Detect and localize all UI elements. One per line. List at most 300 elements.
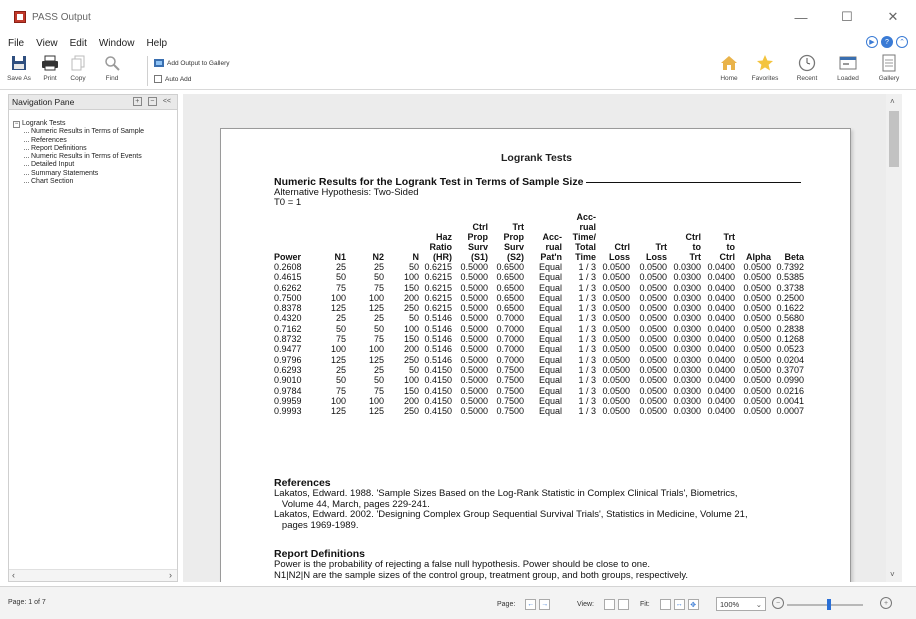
- table-cell: 0.0500: [639, 323, 667, 334]
- references-section: [274, 477, 748, 531]
- table-cell: 0.4615: [274, 272, 302, 283]
- table-cell: 0.0400: [707, 323, 735, 334]
- collapse-all-icon[interactable]: −: [148, 97, 157, 106]
- table-cell: 0.0300: [673, 344, 701, 355]
- table-cell: Equal: [538, 262, 562, 272]
- gallery-button[interactable]: Gallery: [872, 54, 906, 82]
- table-cell: 0.0400: [707, 262, 735, 272]
- table-cell: 100: [330, 395, 346, 406]
- add-output-to-gallery-button[interactable]: Add Output to Gallery: [154, 59, 230, 67]
- table-cell: 0.1268: [776, 334, 804, 345]
- table-cell: 0.0500: [602, 303, 630, 314]
- table-cell: 75: [335, 385, 346, 396]
- table-cell: 0.0500: [639, 344, 667, 355]
- table-cell: 100: [368, 344, 384, 355]
- t0-value: T0 = 1: [274, 197, 302, 208]
- menu-help[interactable]: Help: [146, 37, 168, 49]
- table-cell: Equal: [538, 406, 562, 417]
- table-cell: 200: [403, 344, 419, 355]
- table-header-cell: (HR): [433, 252, 452, 262]
- table-header-cell: Ctrl: [472, 222, 488, 232]
- zoom-select[interactable]: [716, 597, 766, 611]
- table-header-cell: Ctrl: [719, 252, 735, 262]
- find-button[interactable]: Find: [95, 54, 129, 82]
- table-header-cell: (S1): [470, 252, 488, 262]
- scrollbar-thumb[interactable]: [889, 111, 899, 167]
- table-header-cell: Surv: [503, 242, 524, 252]
- table-header-cell: [630, 232, 667, 242]
- table-cell: 0.5385: [776, 272, 804, 283]
- table-cell: 25: [335, 364, 346, 375]
- table-header-cell: Trt: [723, 232, 735, 242]
- table-cell: 0.0007: [776, 406, 804, 417]
- table-row: [274, 396, 804, 406]
- table-cell: 0.0500: [602, 334, 630, 345]
- table-cell: 0.0500: [743, 354, 771, 365]
- copy-icon: [69, 54, 87, 72]
- tree-item-numeric-results-events[interactable]: Numeric Results in Terms of Events: [13, 153, 144, 161]
- table-cell: 0.0300: [673, 364, 701, 375]
- table-header-cell: [274, 222, 314, 232]
- table-cell: Equal: [538, 364, 562, 375]
- window-title: PASS Output: [32, 11, 91, 23]
- fit-controls: Fit: ↔ ✥: [640, 599, 702, 610]
- table-cell: 0.0500: [602, 323, 630, 334]
- table-header-cell: [314, 242, 346, 252]
- table-row: [274, 386, 804, 396]
- table-cell: 0.7500: [496, 375, 524, 386]
- play-icon[interactable]: ▶: [866, 36, 878, 48]
- single-page-view-icon[interactable]: [604, 599, 615, 610]
- table-cell: 0.5146: [424, 334, 452, 345]
- table-header-cell: Alpha: [745, 252, 771, 262]
- table-cell: 25: [373, 364, 384, 375]
- table-cell: 0.5000: [460, 292, 488, 303]
- table-cell: 0.0500: [743, 344, 771, 355]
- table-cell: 0.0400: [707, 272, 735, 283]
- table-cell: 0.0216: [776, 385, 804, 396]
- table-cell: 0.0300: [673, 354, 701, 365]
- zoom-out-button[interactable]: [772, 597, 784, 609]
- table-cell: 50: [408, 313, 419, 324]
- table-header-cell: [488, 212, 524, 222]
- table-cell: Equal: [538, 344, 562, 355]
- fit-page-icon[interactable]: [660, 599, 671, 610]
- table-header-cell: [735, 242, 771, 252]
- table-cell: 0.0500: [602, 385, 630, 396]
- table-cell: 0.3738: [776, 282, 804, 293]
- menu-file[interactable]: File: [8, 37, 25, 49]
- close-button[interactable]: ✕: [887, 9, 899, 24]
- table-header-cell: [274, 242, 314, 252]
- table-cell: 0.0500: [743, 262, 771, 272]
- table-cell: 0.0204: [776, 354, 804, 365]
- table-cell: 0.8378: [274, 303, 302, 314]
- view-controls: View:: [577, 599, 632, 610]
- tree-item-numeric-results-sample[interactable]: Numeric Results in Terms of Sample: [13, 128, 144, 136]
- results-table: [274, 212, 804, 416]
- zoom-value: 100%: [720, 599, 740, 609]
- table-cell: 0.7162: [274, 323, 302, 334]
- table-cell: 100: [330, 292, 346, 303]
- table-header-cell: [735, 212, 771, 222]
- table-cell: 0.0500: [639, 272, 667, 283]
- table-cell: 0.6500: [496, 262, 524, 272]
- section-rule: [586, 182, 801, 183]
- table-cell: 150: [403, 334, 419, 345]
- scroll-left-icon[interactable]: ‹: [12, 570, 15, 580]
- auto-add-checkbox[interactable]: Auto Add: [154, 75, 191, 83]
- table-cell: 1 / 3: [578, 364, 596, 375]
- table-header-cell: [667, 212, 701, 222]
- table-cell: 0.6500: [496, 282, 524, 293]
- table-header-cell: [667, 222, 701, 232]
- table-header-cell: [735, 232, 771, 242]
- table-cell: 1 / 3: [578, 303, 596, 314]
- search-icon: [103, 54, 121, 72]
- table-cell: 0.0400: [707, 313, 735, 324]
- table-header-cell: [630, 222, 667, 232]
- table-header-cell: [384, 242, 419, 252]
- tree-root[interactable]: − Logrank Tests: [14, 120, 66, 127]
- auto-add-check-box[interactable]: [154, 75, 162, 83]
- table-header-cell: [314, 232, 346, 242]
- table-cell: 0.5146: [424, 354, 452, 365]
- report-page: [220, 128, 851, 582]
- table-cell: 1 / 3: [578, 313, 596, 324]
- table-cell: 75: [373, 282, 384, 293]
- table-cell: 0.0300: [673, 313, 701, 324]
- table-cell: Equal: [538, 323, 562, 334]
- app-icon: [14, 11, 26, 23]
- table-cell: 0.2608: [274, 262, 302, 272]
- table-cell: 100: [368, 292, 384, 303]
- scroll-right-icon[interactable]: ›: [169, 570, 172, 580]
- table-header-cell: [701, 222, 735, 232]
- table-cell: 0.0990: [776, 375, 804, 386]
- table-cell: 25: [335, 262, 346, 272]
- table-cell: Equal: [538, 334, 562, 345]
- table-cell: 0.7392: [776, 262, 804, 272]
- table-header-cell: [274, 232, 314, 242]
- navigation-pane: [8, 94, 178, 582]
- table-cell: 0.4150: [424, 385, 452, 396]
- table-cell: 0.9796: [274, 354, 302, 365]
- home-icon: [720, 54, 738, 72]
- table-cell: 0.0500: [602, 262, 630, 272]
- table-row: [274, 344, 804, 354]
- table-cell: 0.0400: [707, 334, 735, 345]
- table-cell: 50: [335, 272, 346, 283]
- report-definitions-section: [274, 548, 688, 581]
- table-cell: 0.0500: [602, 364, 630, 375]
- table-cell: 100: [330, 344, 346, 355]
- table-row: [274, 293, 804, 303]
- table-cell: 50: [373, 375, 384, 386]
- table-header-cell: [771, 222, 804, 232]
- table-cell: 50: [408, 364, 419, 375]
- table-cell: 0.0500: [639, 313, 667, 324]
- scroll-up-icon[interactable]: ˄: [890, 97, 895, 106]
- zoom-in-icon: +: [880, 597, 892, 609]
- table-cell: Equal: [538, 282, 562, 293]
- table-cell: 0.0400: [707, 385, 735, 396]
- table-cell: 0.0400: [707, 395, 735, 406]
- next-page-icon[interactable]: →: [541, 601, 549, 608]
- table-cell: 0.5000: [460, 354, 488, 365]
- table-cell: Equal: [538, 354, 562, 365]
- definition-line: Power is the probability of rejecting a false null hypothesis. Power should be close to one.: [274, 559, 650, 570]
- table-header-cell: Pat'n: [540, 252, 562, 262]
- table-cell: 0.0500: [639, 262, 667, 272]
- table-cell: 0.5000: [460, 344, 488, 355]
- menu-view[interactable]: View: [36, 37, 58, 49]
- table-cell: 0.0500: [743, 406, 771, 417]
- table-header-cell: [314, 222, 346, 232]
- table-cell: 125: [330, 303, 346, 314]
- table-cell: 125: [330, 354, 346, 365]
- table-header-cell: [274, 212, 314, 222]
- loaded-icon: [839, 54, 857, 72]
- table-cell: 0.4150: [424, 406, 452, 417]
- document-vertical-scrollbar[interactable]: [886, 94, 902, 582]
- menu-bar: [0, 34, 916, 52]
- table-cell: 0.0500: [743, 313, 771, 324]
- table-cell: 1 / 3: [578, 334, 596, 345]
- table-cell: 0.8732: [274, 334, 302, 345]
- table-cell: 50: [335, 323, 346, 334]
- alt-hypothesis: Alternative Hypothesis: Two-Sided: [274, 187, 419, 198]
- table-cell: 1 / 3: [578, 292, 596, 303]
- table-cell: 0.0300: [673, 375, 701, 386]
- table-header-cell: [630, 212, 667, 222]
- table-header-cell: Trt: [512, 222, 524, 232]
- table-cell: 0.2500: [776, 292, 804, 303]
- table-header-cell: [384, 222, 419, 232]
- table-cell: 250: [403, 354, 419, 365]
- tree-item-references[interactable]: References: [13, 137, 144, 145]
- minimize-button[interactable]: —: [794, 9, 808, 25]
- zoom-slider-knob[interactable]: [827, 599, 831, 610]
- menu-edit[interactable]: Edit: [69, 37, 87, 49]
- fit-all-icon[interactable]: ✥: [688, 599, 699, 610]
- table-cell: 0.0500: [743, 323, 771, 334]
- table-cell: 0.0400: [707, 364, 735, 375]
- status-bar: [0, 586, 916, 619]
- table-header-row: [274, 242, 804, 252]
- table-cell: 0.0500: [743, 292, 771, 303]
- collapse-pane-button[interactable]: <<: [162, 98, 171, 105]
- two-page-view-icon[interactable]: [618, 599, 629, 610]
- table-header-cell: [735, 222, 771, 232]
- table-cell: 0.7000: [496, 334, 524, 345]
- table-cell: 0.0500: [602, 313, 630, 324]
- table-cell: 0.0500: [639, 385, 667, 396]
- table-cell: 0.3707: [776, 364, 804, 375]
- definition-line: N1|N2|N are the sample sizes of the control group, treatment group, and both groups, respectively.: [274, 569, 689, 581]
- table-cell: 0.5146: [424, 323, 452, 334]
- table-cell: 0.0500: [602, 292, 630, 303]
- table-cell: 0.0500: [743, 272, 771, 283]
- page-indicator: Page: 1 of 7: [8, 599, 46, 606]
- table-header-cell: Trt: [655, 242, 667, 252]
- table-cell: 0.0400: [707, 292, 735, 303]
- expand-all-icon[interactable]: +: [133, 97, 142, 106]
- table-cell: 250: [403, 406, 419, 417]
- table-cell: 0.0400: [707, 303, 735, 314]
- reference-line: pages 1969-1989.: [274, 519, 359, 531]
- table-cell: 0.5146: [424, 344, 452, 355]
- tree-item-report-definitions[interactable]: Report Definitions: [13, 145, 144, 153]
- table-cell: Equal: [538, 313, 562, 324]
- table-cell: 125: [368, 303, 384, 314]
- table-row: [274, 324, 804, 334]
- table-cell: 250: [403, 303, 419, 314]
- table-cell: 0.0300: [673, 406, 701, 417]
- report-definitions-title: Report Definitions: [274, 548, 365, 560]
- table-header-cell: Power: [274, 252, 302, 262]
- copy-button[interactable]: Copy: [61, 54, 95, 82]
- report-title: Logrank Tests: [501, 152, 572, 164]
- table-cell: 0.0500: [639, 334, 667, 345]
- table-header-cell: Time/: [572, 232, 596, 242]
- save-as-button[interactable]: Save As: [2, 54, 36, 82]
- nav-horizontal-scrollbar[interactable]: [9, 569, 177, 581]
- table-cell: 0.9477: [274, 344, 302, 355]
- table-cell: 0.5000: [460, 282, 488, 293]
- table-cell: 25: [373, 313, 384, 324]
- table-cell: 150: [403, 385, 419, 396]
- zoom-slider[interactable]: [787, 604, 863, 606]
- table-row: [274, 262, 804, 272]
- table-cell: 0.0500: [602, 395, 630, 406]
- window-controls: [778, 0, 916, 34]
- table-cell: 0.0500: [602, 406, 630, 417]
- table-cell: 0.0500: [743, 303, 771, 314]
- table-header-cell: [524, 212, 562, 222]
- table-header-cell: [596, 232, 630, 242]
- table-cell: 0.0500: [639, 303, 667, 314]
- table-header-cell: [771, 242, 804, 252]
- table-cell: 75: [335, 282, 346, 293]
- previous-page-icon[interactable]: ←: [527, 601, 535, 608]
- table-cell: 0.0400: [707, 406, 735, 417]
- table-cell: 1 / 3: [578, 375, 596, 386]
- table-cell: 0.9993: [274, 406, 302, 417]
- table-header-cell: Beta: [784, 252, 804, 262]
- navigation-pane-controls: [133, 97, 171, 106]
- table-cell: 0.9010: [274, 375, 302, 386]
- save-icon: [10, 54, 28, 72]
- tree-item-detailed-input[interactable]: Detailed Input: [13, 161, 144, 169]
- table-cell: 0.5000: [460, 364, 488, 375]
- print-button[interactable]: Print: [33, 54, 67, 82]
- table-cell: 100: [403, 272, 419, 283]
- table-row: [274, 375, 804, 385]
- table-header-cell: [346, 232, 384, 242]
- table-cell: 0.0500: [602, 344, 630, 355]
- table-cell: 0.6500: [496, 272, 524, 283]
- favorites-button[interactable]: Favorites: [748, 54, 782, 82]
- results-table-wrap: [274, 212, 804, 416]
- table-cell: 25: [373, 262, 384, 272]
- loaded-button[interactable]: Loaded: [831, 54, 865, 82]
- table-cell: 0.7000: [496, 354, 524, 365]
- toolbar-separator: [147, 56, 148, 86]
- tree-item-chart-section[interactable]: Chart Section: [13, 178, 144, 186]
- table-cell: 0.5000: [460, 313, 488, 324]
- table-header-cell: [701, 212, 735, 222]
- zoom-in-button[interactable]: [880, 597, 892, 609]
- table-cell: 0.9784: [274, 385, 302, 396]
- table-cell: 75: [373, 334, 384, 345]
- table-cell: 0.6262: [274, 282, 302, 293]
- table-cell: 0.6215: [424, 303, 452, 314]
- table-cell: 0.7000: [496, 323, 524, 334]
- table-cell: 125: [368, 354, 384, 365]
- recent-button[interactable]: Recent: [790, 54, 824, 82]
- maximize-button[interactable]: ☐: [841, 9, 853, 24]
- scroll-down-icon[interactable]: ˅: [890, 570, 895, 579]
- table-cell: 0.5000: [460, 385, 488, 396]
- table-cell: 0.7500: [496, 395, 524, 406]
- table-cell: 0.0500: [743, 282, 771, 293]
- table-header-cell: Time: [575, 252, 596, 262]
- tree-item-summary-statements[interactable]: Summary Statements: [13, 170, 144, 178]
- table-cell: 0.0300: [673, 262, 701, 272]
- table-header-cell: [771, 212, 804, 222]
- table-header-cell: Ctrl: [614, 242, 630, 252]
- table-cell: 200: [403, 292, 419, 303]
- clock-icon: [798, 54, 816, 72]
- table-cell: 0.0300: [673, 385, 701, 396]
- fit-width-icon[interactable]: ↔: [675, 601, 683, 608]
- table-header-cell: [419, 222, 452, 232]
- table-cell: 100: [403, 323, 419, 334]
- table-cell: 0.0300: [673, 272, 701, 283]
- table-cell: Equal: [538, 303, 562, 314]
- table-cell: 0.5000: [460, 334, 488, 345]
- table-cell: 0.0500: [743, 395, 771, 406]
- tree-collapse-icon[interactable]: −: [14, 120, 19, 127]
- table-cell: 0.0500: [639, 395, 667, 406]
- table-header-cell: Loss: [608, 252, 630, 262]
- table-cell: 0.0300: [673, 303, 701, 314]
- table-cell: 0.4150: [424, 395, 452, 406]
- table-header-cell: [596, 212, 630, 222]
- table-cell: 50: [373, 272, 384, 283]
- collapse-ribbon-icon[interactable]: ⌃: [896, 36, 908, 48]
- reference-line: Lakatos, Edward. 2002. 'Designing Complex Group Sequential Survival Trials', Statistics in Medicine, Volume 21,: [274, 509, 748, 520]
- table-header-cell: Prop: [503, 232, 524, 242]
- table-cell: 0.0500: [639, 292, 667, 303]
- home-button[interactable]: Home: [712, 54, 746, 82]
- table-cell: 0.0300: [673, 292, 701, 303]
- menu-window[interactable]: Window: [98, 37, 135, 49]
- toolbar: [0, 52, 916, 90]
- star-icon: [756, 54, 774, 72]
- table-cell: 0.0300: [673, 334, 701, 345]
- table-cell: 0.1622: [776, 303, 804, 314]
- table-header-cell: [346, 222, 384, 232]
- table-header-cell: Haz: [435, 232, 452, 242]
- table-row: [274, 355, 804, 365]
- help-icon[interactable]: ?: [881, 36, 893, 48]
- table-cell: 0.0523: [776, 344, 804, 355]
- table-cell: 0.0500: [743, 364, 771, 375]
- table-cell: 125: [330, 406, 346, 417]
- table-header-cell: N1: [334, 252, 346, 262]
